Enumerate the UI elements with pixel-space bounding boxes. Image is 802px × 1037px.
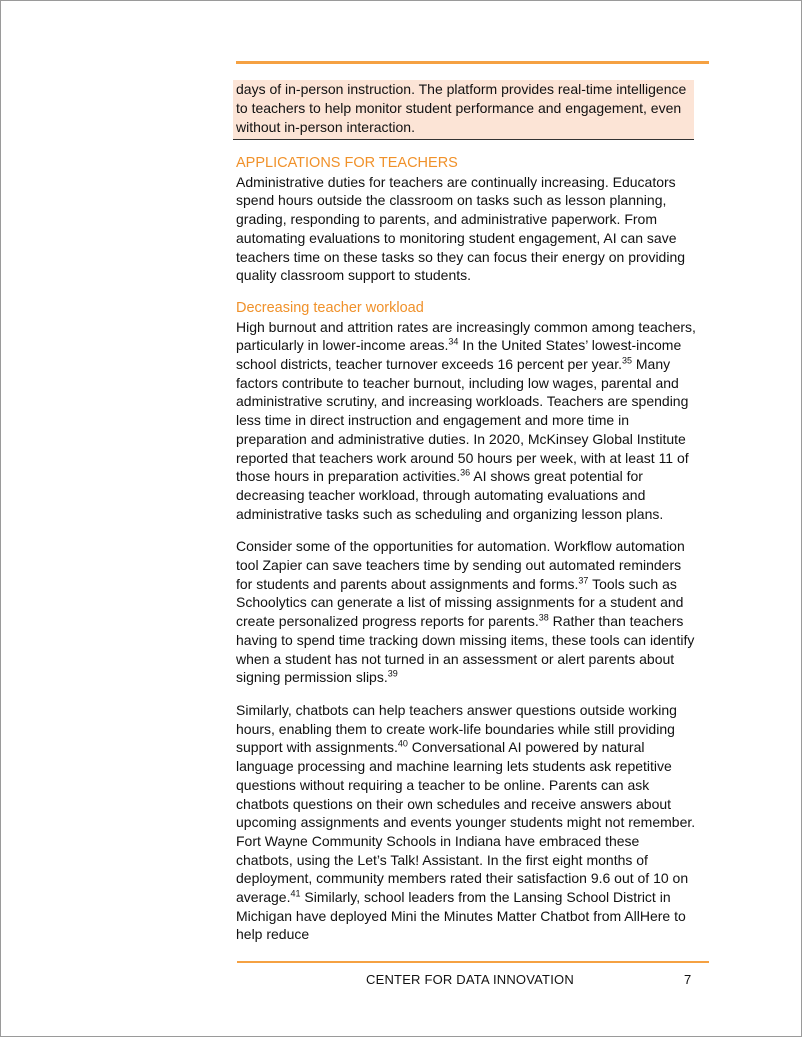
callout-box bbox=[233, 80, 694, 140]
text-span: In the United States’ lowest-income school districts, teacher turnover exceeds 16 percent per year. bbox=[236, 337, 682, 373]
page-number: 7 bbox=[684, 972, 692, 987]
paragraph-teacher-burnout bbox=[236, 318, 698, 524]
callout-text: days of in-person instruction. The platform provides real-time intelligence to teachers to help monitor student performance and engagement, even without in-person interaction. bbox=[236, 81, 687, 135]
footnote-ref: 35 bbox=[621, 355, 632, 366]
footer-rule bbox=[237, 961, 709, 963]
footnote-ref: 41 bbox=[290, 888, 301, 899]
footnote-ref: 37 bbox=[578, 575, 589, 586]
section-heading: APPLICATIONS FOR TEACHERS bbox=[236, 155, 458, 171]
text-span: Consider some of the opportunities for automation. Workflow automation tool Zapier can save teachers time by sending out automated reminders for students and parents about assignments and forms. bbox=[236, 538, 685, 592]
subsection-heading: Decreasing teacher workload bbox=[236, 299, 424, 316]
footnote-ref: 34 bbox=[448, 336, 459, 347]
footer-org-name: CENTER FOR DATA INNOVATION bbox=[366, 972, 574, 987]
text-span: Similarly, school leaders from the Lansing School District in Michigan have deployed Mini the Minutes Matter Chatbot from AllHere to help reduce bbox=[236, 889, 686, 943]
paragraph-automation bbox=[236, 537, 698, 687]
footnote-ref: 39 bbox=[387, 668, 398, 679]
text-span: Conversational AI powered by natural language processing and machine learning lets students ask repetitive questions without requiring a teacher to be online. Parents can ask chatbots questions on their own schedules and receive answers about upcoming assignments and events younger students might not remember. Fort Wayne Community Schools in Indiana have embraced these chatbots, using the Let’s Talk! Assistant. In the first eight months of deployment, community members rated their satisfaction 9.6 out of 10 on average. bbox=[236, 739, 696, 906]
text-span: Tools such as Schoolytics can generate a list of missing assignments for a student and create personalized progress reports for parents. bbox=[236, 575, 684, 630]
footnote-ref: 36 bbox=[460, 467, 471, 478]
text-span: Similarly, chatbots can help teachers answer questions outside working hours, enabling them to create work-life boundaries while still providing support with assignments. bbox=[236, 701, 677, 756]
text-span: AI shows great potential for decreasing teacher workload, through automating evaluations and administrative tasks such as scheduling and organizing lesson plans. bbox=[236, 468, 664, 522]
text-span: Rather than teachers having to spend time tracking down missing items, these tools can identify when a student has not turned in an assessment or alert parents about signing permission slips. bbox=[236, 613, 695, 686]
footnote-ref: 38 bbox=[538, 612, 549, 623]
paragraph-chatbots bbox=[236, 701, 698, 944]
header-rule bbox=[236, 61, 709, 64]
text-span: High burnout and attrition rates are increasingly common among teachers, particularly in lower-income areas. bbox=[236, 318, 696, 354]
main-content bbox=[236, 154, 698, 944]
footnote-ref: 40 bbox=[397, 738, 408, 749]
section-intro-paragraph: Administrative duties for teachers are continually increasing. Educators spend hours outside the classroom on tasks such as lesson planning, grading, responding to parents, and administrative paperwork. From automating evaluations to monitoring student engagement, AI can save teachers time on these tasks so they can focus their energy on providing quality classroom support to students. bbox=[236, 173, 686, 284]
text-span: Many factors contribute to teacher burnout, including low wages, parental and administrative scrutiny, and increasing workloads. Teachers are spending less time in direct instruction and engagement and more time in preparation and administrative duties. In 2020, McKinsey Global Institute reported that teachers work around 50 hours per week, with at least 11 of those hours in preparation activities. bbox=[236, 356, 689, 485]
